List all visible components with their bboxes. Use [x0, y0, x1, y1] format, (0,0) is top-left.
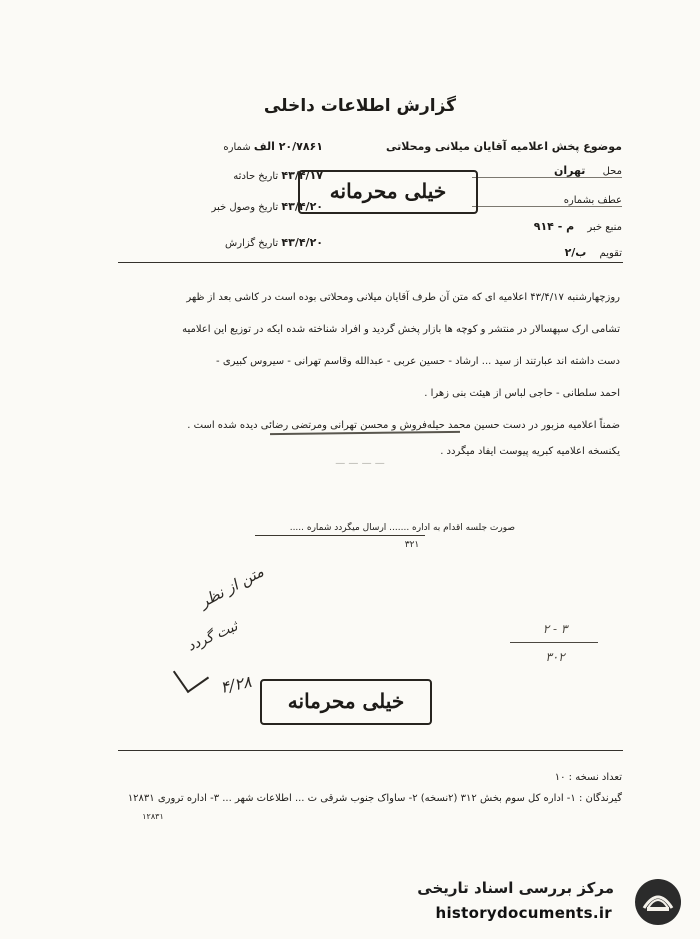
location-label: محل — [602, 166, 622, 177]
body-paragraph-4: احمد سلطانی - حاجی لباس از هیئت بنی زهرا . — [424, 388, 620, 399]
recipients-text: گیرندگان : ۱- اداره کل سوم بخش ۳۱۲ (۲نسخه) ۲- ساواک جنوب شرقی ت ... اطلاعات شهر ... ۳- اداره تروری ۱۲۸۳۱ — [127, 793, 622, 804]
incident-date-line — [118, 169, 323, 182]
received-date-label: تاریخ وصول خبر — [211, 202, 279, 213]
recipients-subnote: ۱۲۸۳۱ — [142, 812, 164, 821]
location-line — [472, 164, 622, 178]
followup-line — [472, 195, 622, 207]
recipients-line — [62, 793, 622, 804]
distribution-underline — [255, 535, 425, 536]
source-label: منبع خبر — [587, 222, 622, 233]
faint-annotation: — — — — — [335, 458, 385, 469]
incident-date-label: تاریخ حادثه — [233, 171, 279, 182]
footer-divider — [118, 750, 623, 751]
subject-line — [386, 140, 622, 153]
right-reference-bottom: ۳۰۲ — [545, 650, 565, 664]
location-value: تهران — [554, 164, 586, 177]
body-paragraph-5: ضمناً اعلامیه مزبور در دست حسین محمد حیله‌فروش و محسن تهرانی ومرتضی رضائی دیده شده است . — [187, 420, 620, 431]
subject-label: موضوع — [583, 140, 622, 153]
right-reference-top: ۲ - ۳ — [542, 622, 568, 636]
handwritten-note-date: ۴/۲۸ — [218, 671, 254, 698]
distribution-number: ۳۲۱ — [404, 540, 420, 550]
right-reference-line — [510, 642, 598, 643]
source-value: م - ۹۱۴ — [533, 220, 575, 233]
number-label: شماره — [223, 142, 251, 153]
evaluation-line — [472, 246, 622, 259]
handwritten-note-1: متن از نظر — [196, 562, 267, 612]
confidential-stamp-top: خیلی محرمانه — [298, 170, 478, 214]
evaluation-value: ب/۲ — [564, 246, 587, 259]
source-line — [472, 220, 622, 233]
body-paragraph-6: یکنسخه اعلامیه کبریه پیوست ایفاد میگردد . — [440, 446, 620, 457]
report-date-line — [118, 236, 323, 249]
evaluation-label: تقویم — [599, 248, 622, 259]
report-date-label: تاریخ گزارش — [225, 238, 279, 249]
number-value: ۲۰/۷۸۶۱ الف — [253, 140, 323, 153]
watermark-url: historydocuments.ir — [435, 904, 612, 922]
document-title: گزارش اطلاعات داخلی — [263, 96, 457, 116]
archive-badge-icon — [634, 878, 682, 926]
followup-label: عطف بشماره — [563, 195, 622, 206]
distribution-line: صورت جلسه اقدام به اداره ....... ارسال میگردد شماره ..... — [289, 523, 515, 533]
body-paragraph-2: تشامی ارک سپهسالار در منتشر و کوچه ها بازار پخش گردید و افراد شناخته شده ایکه در توزیع این اعلامیه — [182, 324, 620, 335]
header-divider — [118, 262, 623, 263]
handwritten-scribble — [173, 657, 209, 693]
subject-value: پخش اعلامیه آقایان میلانی ومحلاتی — [386, 140, 580, 153]
body-paragraph-1: روزچهارشنبه ۴۳/۴/۱۷ اعلامیه ای که متن آن طرف آقایان میلانی ومحلاتی بوده است در کاشی بعد از ظهر — [186, 292, 620, 303]
confidential-stamp-bottom: خیلی محرمانه — [260, 679, 432, 725]
handwritten-note-2: ثبت گردد — [185, 618, 241, 655]
body-paragraph-3: دست داشته اند عبارتند از سید ... ارشاد - حسین عربی - عبدالله وقاسم تهرانی - سیروس کبیری - — [216, 356, 620, 367]
received-date-line — [118, 200, 323, 213]
report-date-value: ۴۳/۴/۲۰ — [281, 236, 323, 249]
watermark-title: مرکز بررسی اسناد تاریخی — [417, 879, 614, 897]
received-date-value: ۴۳/۴/۲۰ — [281, 200, 323, 213]
watermark-logo — [412, 876, 682, 932]
incident-date-value: ۴۳/۴/۱۷ — [281, 169, 323, 182]
number-line — [118, 140, 323, 153]
copies-count: تعداد نسخه : ۱۰ — [554, 772, 622, 783]
